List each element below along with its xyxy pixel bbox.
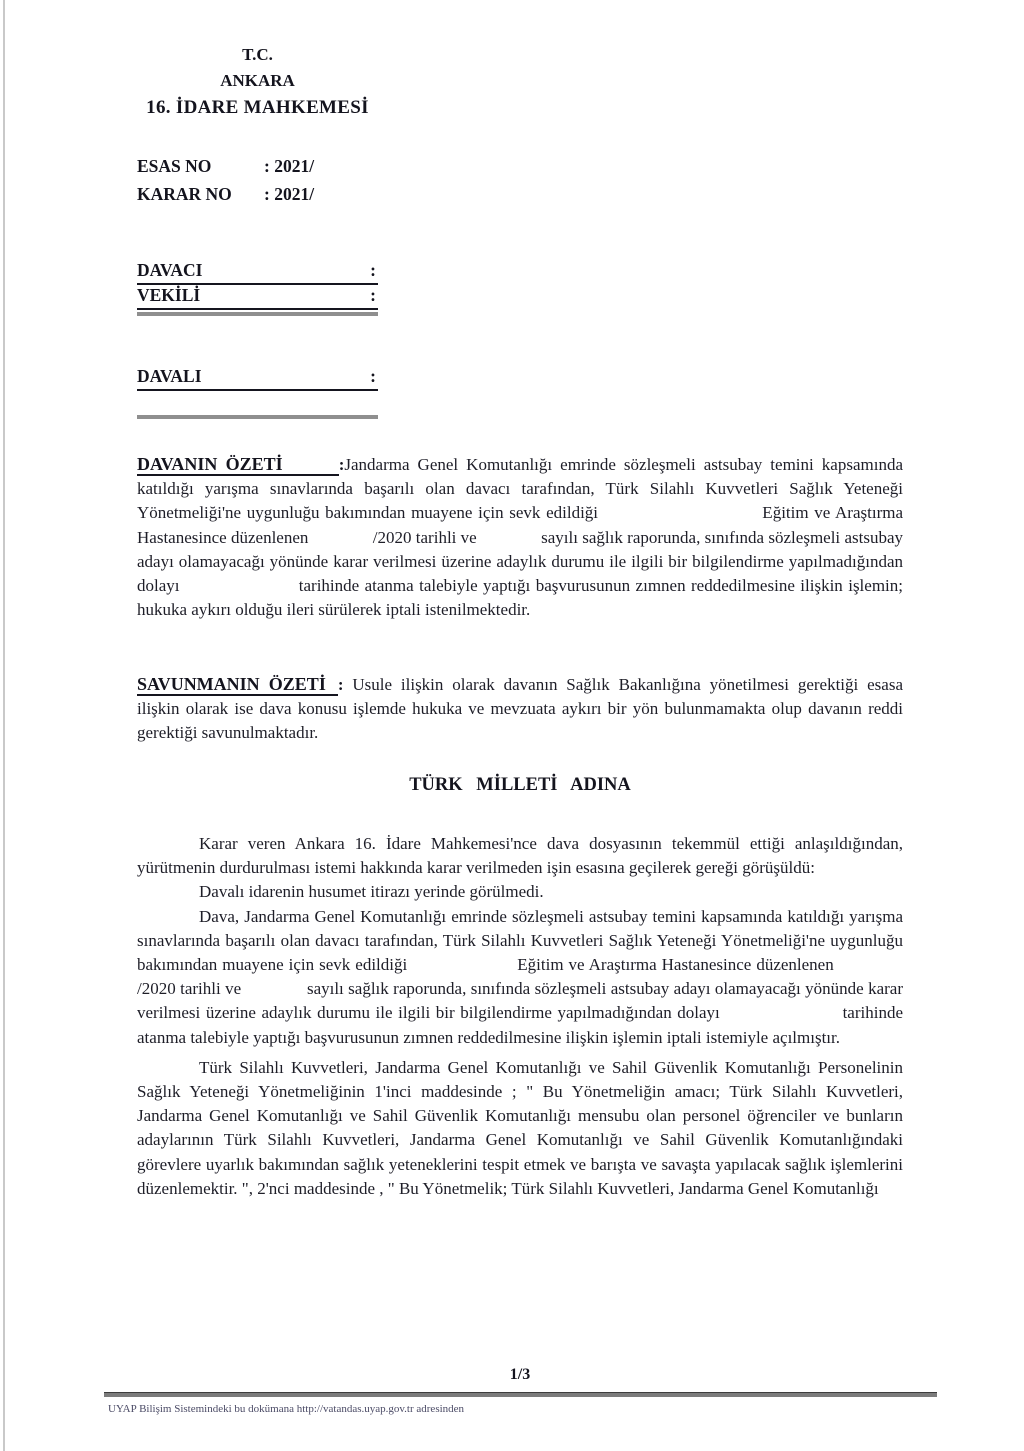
defense-summary-heading xyxy=(137,674,338,696)
davali-redaction-bar xyxy=(137,415,378,419)
vekili-redaction-bar xyxy=(137,312,378,316)
karar-no-value: : 2021/ xyxy=(264,184,315,204)
uyap-footer-note: UYAP Bilişim Sistemindeki bu dokümana http://vatandas.uyap.gov.tr adresinden xyxy=(108,1403,465,1415)
davaci-colon: : xyxy=(370,260,376,280)
body-paragraph: Davalı idarenin husumet itirazı yerinde görülmedi. xyxy=(199,882,544,902)
defense-summary-colon: : xyxy=(337,675,344,694)
decision-body xyxy=(137,832,903,1201)
header-court-name: 16. İDARE MAHKEMESİ xyxy=(146,97,369,118)
davaci-label: DAVACI xyxy=(137,260,203,280)
plaintiff-section xyxy=(137,260,378,316)
defendant-section xyxy=(137,366,378,419)
page-left-edge xyxy=(3,0,5,1451)
case-summary-text: Jandarma Genel Komutanlığı emrinde sözleşmeli astsubay temini kapsamında katıldığı yarışma sınavlarında başarılı olan davacı tarafından, Türk Silahlı Kuvvetleri Sağlık Yeteneği Yönetmeliği'ne uygunluğu bakımından muayene için sevk edildiği Eğitim ve Araştırma Hastanesince düzenlenen /2020 tarihli ve sayılı sağlık raporunda, sınıfında sözleşmeli astsubay adayı olamayacağı yönünde karar verilmesi üzerine adaylık durumu ile ilgili bir bilgilendirme yapılmadığından dolayı tarihinde atanma talebiyle yaptığı başvurusunun zımnen reddedilmesine ilişkin işlemin; hukuka aykırı olduğu ileri sürülerek iptali istenilmektedir. xyxy=(137,455,903,620)
in-the-name-heading: TÜRK MİLLETİ ADINA xyxy=(409,775,631,795)
heading-underline-spacer xyxy=(326,689,338,690)
vekili-row xyxy=(137,285,378,310)
heading-underline-spacer xyxy=(283,469,339,470)
davali-label: DAVALI xyxy=(137,366,202,386)
defense-summary-text: Usule ilişkin olarak davanın Sağlık Bakanlığına yönetilmesi gerektiği esasa ilişkin olarak ise dava konusu işlemde hukuka ve mevzuata aykırı bir yön bulunmamakta olup davanın reddi gerektiği savunulmaktadır. xyxy=(137,675,903,743)
karar-no-row xyxy=(137,180,314,208)
esas-no-value: : 2021/ xyxy=(264,156,315,176)
davaci-row xyxy=(137,260,378,285)
karar-no-label: KARAR NO xyxy=(137,184,232,204)
footer-divider xyxy=(104,1392,937,1397)
case-numbers xyxy=(137,152,314,208)
vekili-label: VEKİLİ xyxy=(137,285,201,305)
davali-colon: : xyxy=(370,366,376,386)
case-summary-heading xyxy=(137,454,339,476)
header-tc: T.C. xyxy=(242,45,273,64)
defense-summary-section xyxy=(137,672,903,746)
defense-summary-heading-label: SAVUNMANIN ÖZETİ xyxy=(137,674,326,694)
vekili-colon: : xyxy=(370,285,376,305)
page-number: 1/3 xyxy=(509,1366,531,1383)
esas-no-row xyxy=(137,152,314,180)
case-summary-section xyxy=(137,452,903,622)
case-summary-heading-label: DAVANIN ÖZETİ xyxy=(137,454,283,474)
davali-row xyxy=(137,366,378,391)
body-paragraph: Dava, Jandarma Genel Komutanlığı emrinde sözleşmeli astsubay temini kapsamında katıldığı yarışma sınavlarında başarılı olan davacı tarafından, Türk Silahlı Kuvvetleri Sağlık Yeteneği Yönetmeliği'ne uygunluğu bakımından muayene için sevk edildiği Eğitim ve Araştırma Hastanesince düzenlenen /2020 tarihli ve sayılı sağlık raporunda, sınıfında sözleşmeli astsubay adayı olamayacağı yönünde karar verilmesi üzerine adaylık durumu ile ilgili bir bilgilendirme yapılmadığından dolayı tarihinde atanma talebiyle yaptığı başvurusunun zımnen reddedilmesine ilişkin işlemin iptali istemiyle açılmıştır. xyxy=(137,906,903,1047)
court-header xyxy=(130,42,385,122)
esas-no-label: ESAS NO xyxy=(137,156,212,176)
case-summary-colon: : xyxy=(338,455,345,474)
body-paragraph: Karar veren Ankara 16. İdare Mahkemesi'nce dava dosyasının tekemmül ettiği anlaşıldığından, yürütmenin durdurulması istemi hakkında karar verilmeden işin esasına geçilerek gereği görüşüldü: xyxy=(137,834,903,878)
header-city: ANKARA xyxy=(220,71,295,90)
body-paragraph: Türk Silahlı Kuvvetleri, Jandarma Genel Komutanlığı ve Sahil Güvenlik Komutanlığı Personelinin Sağlık Yeteneği Yönetmeliğinin 1'inci maddesinde ; " Bu Yönetmeliğin amacı; Türk Silahlı Kuvvetleri, Jandarma Genel Komutanlığı ve Sahil Güvenlik Komutanlığı mensubu olan personel öğrenciler ve bunların adaylarının Türk Silahlı Kuvvetleri, Jandarma Genel Komutanlığı ve Sahil Güvenlik Komutanlığındaki görevlere uyarlık bakımından sağlık yeteneklerini tespit etmek ve barışta ve savaşta yapılacak sağlık işlemlerini düzenlemektir. ", 2'nci maddesinde , " Bu Yönetmelik; Türk Silahlı Kuvvetleri, Jandarma Genel Komutanlığı xyxy=(137,1057,903,1198)
